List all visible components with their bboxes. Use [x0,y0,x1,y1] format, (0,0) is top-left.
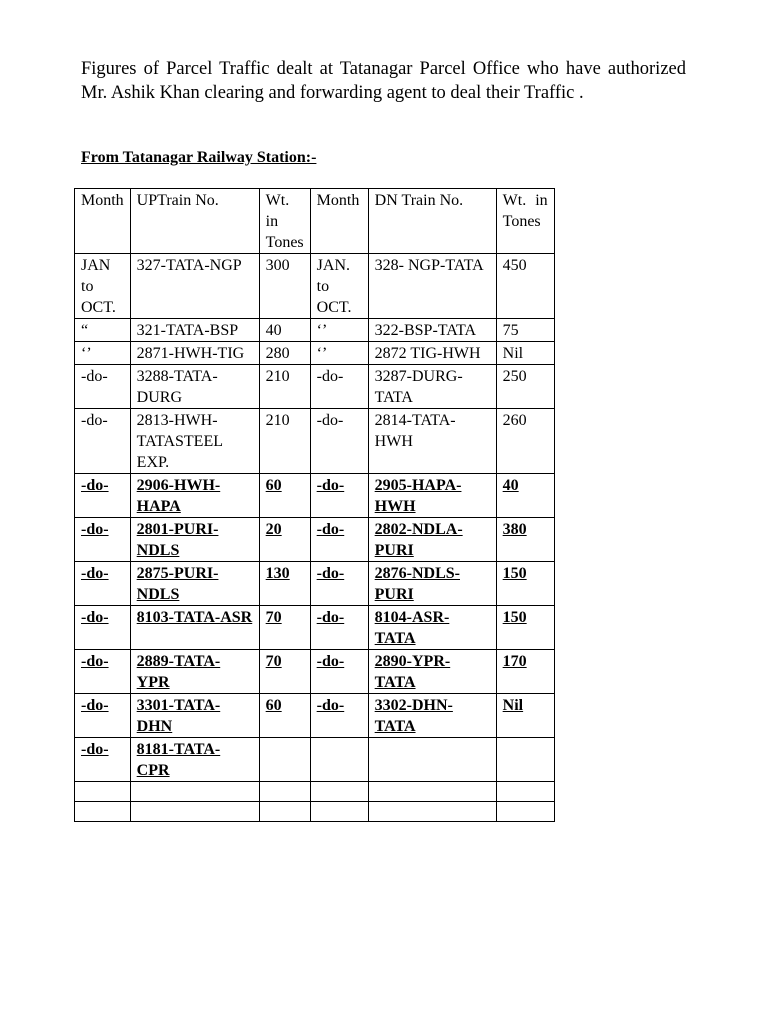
cell-empty [75,802,131,822]
header-weight-dn: Wt. in Tones [496,189,554,254]
cell-weight-up: 60 [259,694,310,738]
cell-month-dn: -do- [310,650,368,694]
cell-month-up: -do- [75,409,131,474]
cell-month-up: JAN to OCT. [75,254,131,319]
cell-dn-train: 328- NGP-TATA [368,254,496,319]
cell-month-dn: -do- [310,562,368,606]
cell-month-dn [310,738,368,782]
cell-empty [130,802,259,822]
cell-month-up: “ [75,319,131,342]
table-row [75,319,555,342]
cell-month-up: ‘’ [75,342,131,365]
table-row [75,650,555,694]
cell-weight-dn: 170 [496,650,554,694]
cell-up-train: 327-TATA-NGP [130,254,259,319]
cell-weight-up: 210 [259,365,310,409]
table-row [75,606,555,650]
cell-up-train: 3301-TATA-DHN [130,694,259,738]
header-up-train: UPTrain No. [130,189,259,254]
cell-up-train: 3288-TATA-DURG [130,365,259,409]
cell-up-train: 2871-HWH-TIG [130,342,259,365]
table-row [75,409,555,474]
parcel-traffic-table [74,188,555,822]
cell-empty [496,802,554,822]
cell-dn-train: 2814-TATA-HWH [368,409,496,474]
header-weight-up: Wt. in Tones [259,189,310,254]
cell-empty [310,782,368,802]
cell-month-up: -do- [75,518,131,562]
table-row [75,738,555,782]
cell-weight-dn: 75 [496,319,554,342]
cell-weight-up: 280 [259,342,310,365]
cell-weight-up: 40 [259,319,310,342]
cell-weight-dn: 150 [496,562,554,606]
cell-dn-train: 2890-YPR-TATA [368,650,496,694]
cell-month-dn: -do- [310,518,368,562]
cell-month-dn: -do- [310,409,368,474]
cell-empty [130,782,259,802]
cell-empty [310,802,368,822]
header-dn-train: DN Train No. [368,189,496,254]
cell-weight-dn [496,738,554,782]
cell-weight-up [259,738,310,782]
cell-weight-up: 70 [259,606,310,650]
cell-month-dn: ‘’ [310,319,368,342]
cell-up-train: 2889-TATA-YPR [130,650,259,694]
cell-month-up: -do- [75,606,131,650]
header-month-dn: Month [310,189,368,254]
cell-empty [259,782,310,802]
cell-month-up: -do- [75,650,131,694]
cell-weight-up: 70 [259,650,310,694]
section-heading: From Tatanagar Railway Station:- [81,149,317,166]
cell-weight-up: 60 [259,474,310,518]
cell-month-up: -do- [75,365,131,409]
cell-up-train: 321-TATA-BSP [130,319,259,342]
cell-up-train: 8181-TATA-CPR [130,738,259,782]
table-row [75,694,555,738]
cell-month-dn: ‘’ [310,342,368,365]
cell-weight-up: 20 [259,518,310,562]
intro-paragraph: Figures of Parcel Traffic dealt at Tatanagar Parcel Office who have authorized Mr. Ashik Khan clearing and forwarding agent to deal their Traffic . [81,59,686,103]
cell-weight-dn: 150 [496,606,554,650]
table-row-empty [75,802,555,822]
cell-dn-train: 322-BSP-TATA [368,319,496,342]
cell-weight-up: 130 [259,562,310,606]
table-header-row [75,189,555,254]
table-row [75,342,555,365]
cell-month-dn: -do- [310,606,368,650]
cell-empty [368,802,496,822]
cell-month-dn: -do- [310,694,368,738]
table-row [75,474,555,518]
cell-month-up: -do- [75,738,131,782]
cell-weight-dn: Nil [496,342,554,365]
cell-up-train: 2801-PURI-NDLS [130,518,259,562]
cell-weight-dn: 380 [496,518,554,562]
cell-month-dn: -do- [310,474,368,518]
cell-dn-train: 3287-DURG-TATA [368,365,496,409]
cell-weight-dn: 450 [496,254,554,319]
cell-weight-dn: 250 [496,365,554,409]
table-row [75,518,555,562]
cell-empty [75,782,131,802]
cell-dn-train: 2872 TIG-HWH [368,342,496,365]
cell-dn-train [368,738,496,782]
cell-month-dn: JAN. to OCT. [310,254,368,319]
table-row [75,254,555,319]
cell-up-train: 2906-HWH-HAPA [130,474,259,518]
cell-empty [368,782,496,802]
cell-weight-dn: Nil [496,694,554,738]
cell-empty [259,802,310,822]
cell-weight-up: 210 [259,409,310,474]
cell-weight-dn: 260 [496,409,554,474]
cell-up-train: 8103-TATA-ASR [130,606,259,650]
cell-up-train: 2813-HWH-TATASTEEL EXP. [130,409,259,474]
cell-month-dn: -do- [310,365,368,409]
cell-weight-up: 300 [259,254,310,319]
table-row [75,365,555,409]
cell-dn-train: 3302-DHN-TATA [368,694,496,738]
table-row-empty [75,782,555,802]
cell-dn-train: 8104-ASR-TATA [368,606,496,650]
cell-month-up: -do- [75,694,131,738]
cell-dn-train: 2802-NDLA-PURI [368,518,496,562]
table-row [75,562,555,606]
cell-month-up: -do- [75,562,131,606]
cell-month-up: -do- [75,474,131,518]
cell-dn-train: 2905-HAPA-HWH [368,474,496,518]
cell-up-train: 2875-PURI-NDLS [130,562,259,606]
cell-weight-dn: 40 [496,474,554,518]
cell-empty [496,782,554,802]
header-month-up: Month [75,189,131,254]
cell-dn-train: 2876-NDLS-PURI [368,562,496,606]
